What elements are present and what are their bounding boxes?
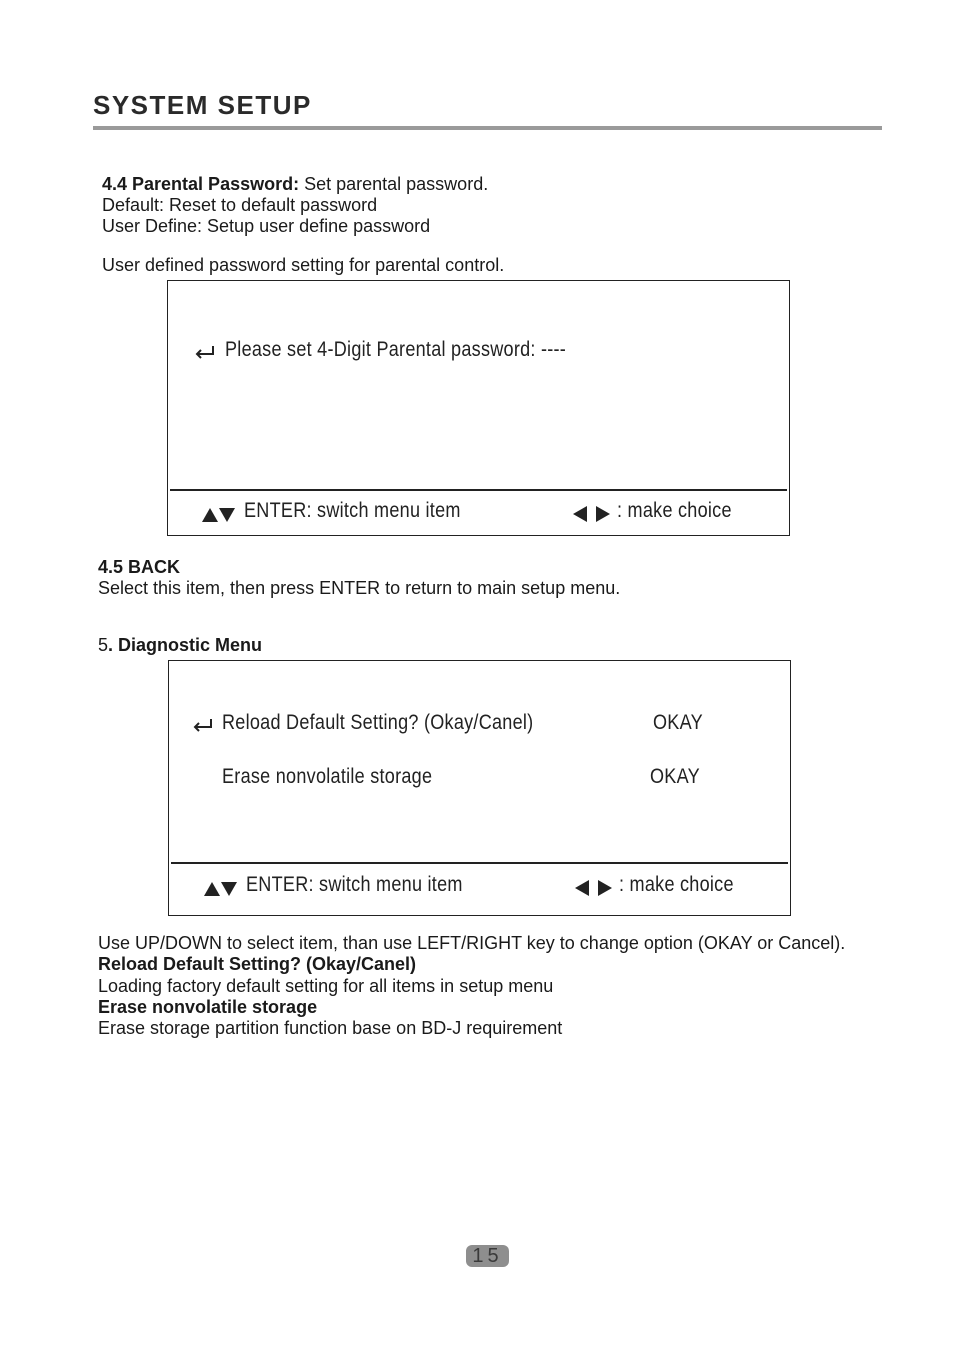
section-4-4-heading-rest: Set parental password. <box>299 174 489 194</box>
diagnostic-row-value: OKAY <box>650 765 700 788</box>
diagnostic-row-label: Reload Default Setting? (Okay/Canel) <box>222 711 534 734</box>
reload-default-title: Reload Default Setting? (Okay/Canel) <box>98 954 417 974</box>
diagnostic-row-label: Erase nonvolatile storage <box>222 765 433 788</box>
section-4-4-heading: 4.4 Parental Password: <box>102 174 300 194</box>
footer-make-choice: : make choice <box>617 499 732 522</box>
section-4-5-heading: 4.5 BACK <box>98 557 181 577</box>
section-4-4-description: User defined password setting for parental control. <box>102 255 505 275</box>
left-right-arrows-icon <box>574 879 614 897</box>
section-5-heading: . Diagnostic Menu <box>108 635 263 655</box>
section-5-heading-line <box>98 635 262 656</box>
enter-return-icon <box>192 717 214 733</box>
section-4-5-text: Select this item, then press ENTER to return to main setup menu. <box>98 578 621 598</box>
page-number: 15 <box>466 1245 509 1267</box>
section-5-number: 5 <box>98 635 109 655</box>
reload-default-text: Loading factory default setting for all items in setup menu <box>98 976 554 996</box>
diagnostic-row-value: OKAY <box>653 711 703 734</box>
screen-separator <box>171 862 788 864</box>
footer-switch-menu: ENTER: switch menu item <box>244 499 461 522</box>
left-right-arrows-icon <box>572 505 612 523</box>
footer-make-choice: : make choice <box>619 873 734 896</box>
erase-storage-text: Erase storage partition function base on BD-J requirement <box>98 1018 563 1038</box>
diagnostic-screen <box>168 660 791 916</box>
up-down-arrows-icon <box>203 879 237 897</box>
diagnostic-instructions: Use UP/DOWN to select item, than use LEFT/RIGHT key to change option (OKAY or Cancel). <box>98 933 846 953</box>
section-4-4-user-define: User Define: Setup user define password <box>102 216 431 236</box>
password-screen <box>167 280 790 536</box>
screen-separator <box>170 489 787 491</box>
page-title: SYSTEM SETUP <box>93 90 312 120</box>
enter-return-icon <box>194 344 216 360</box>
section-4-4-default: Default: Reset to default password <box>102 195 378 215</box>
password-prompt: Please set 4-Digit Parental password: ---- <box>225 338 567 361</box>
footer-switch-menu: ENTER: switch menu item <box>246 873 463 896</box>
title-divider <box>93 126 882 130</box>
up-down-arrows-icon <box>201 505 235 523</box>
section-4-4-heading-line <box>102 174 488 195</box>
erase-storage-title: Erase nonvolatile storage <box>98 997 318 1017</box>
